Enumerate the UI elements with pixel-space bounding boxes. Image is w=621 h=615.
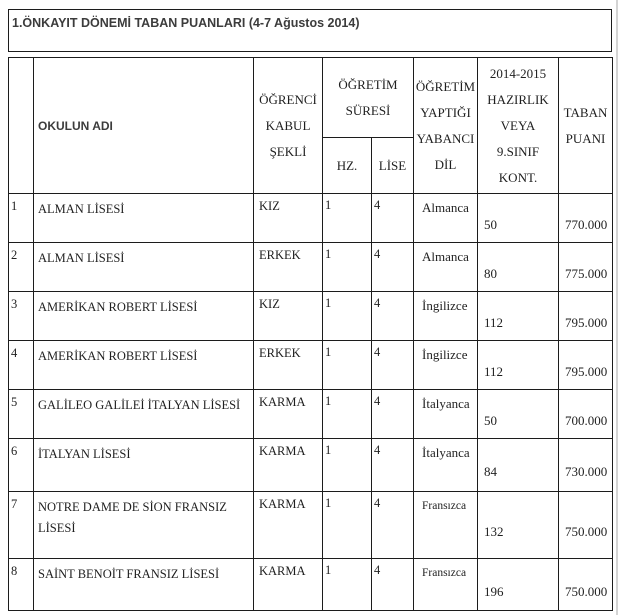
admission-type-cell: KARMA xyxy=(254,559,323,611)
row-number-cell: 6 xyxy=(9,439,34,492)
row-number-cell: 2 xyxy=(9,243,34,292)
table-row xyxy=(9,439,613,492)
score-cell: 770.000 xyxy=(559,194,613,243)
prep-duration-cell: 1 xyxy=(323,390,372,439)
score-cell: 730.000 xyxy=(559,439,613,492)
school-name-cell: AMERİKAN ROBERT LİSESİ xyxy=(34,292,254,341)
quota-cell: 50 xyxy=(478,194,559,243)
lise-duration-cell: 4 xyxy=(372,194,414,243)
quota-cell: 132 xyxy=(478,492,559,559)
row-number-cell: 5 xyxy=(9,390,34,439)
header-line: ÖĞRETİM xyxy=(415,78,476,94)
header-line: YAPTIĞI xyxy=(420,104,471,120)
row-number-cell: 1 xyxy=(9,194,34,243)
lise-duration-cell: 4 xyxy=(372,390,414,439)
quota-cell: 80 xyxy=(478,243,559,292)
page-title: 1.ÖNKAYIT DÖNEMİ TABAN PUANLARI (4-7 Ağustos 2014) xyxy=(8,9,612,52)
header-school-name: OKULUN ADI xyxy=(34,58,254,194)
header-line: ÖĞRENCİ xyxy=(259,91,317,107)
header-education-duration xyxy=(323,58,414,138)
quota-cell: 112 xyxy=(478,341,559,390)
header-line: PUANI xyxy=(565,130,606,146)
language-cell: İngilizce xyxy=(414,341,478,390)
prep-duration-cell: 1 xyxy=(323,492,372,559)
header-base-score xyxy=(559,58,613,194)
header-line: ÖĞRETİM xyxy=(338,76,398,92)
table-row xyxy=(9,194,613,243)
table-header xyxy=(9,58,613,194)
header-row-number-cell xyxy=(9,58,34,194)
school-name-cell: NOTRE DAME DE SİON FRANSIZ LİSESİ xyxy=(34,492,254,559)
right-frame-divider xyxy=(616,0,618,615)
header-line: VEYA xyxy=(500,117,536,133)
prep-duration-cell: 1 xyxy=(323,194,372,243)
header-line: DİL xyxy=(434,156,457,172)
language-cell: İtalyanca xyxy=(414,439,478,492)
table-row xyxy=(9,243,613,292)
score-cell: 795.000 xyxy=(559,341,613,390)
school-name-cell: GALİLEO GALİLEİ İTALYAN LİSESİ xyxy=(34,390,254,439)
base-scores-table xyxy=(8,57,613,611)
admission-type-cell: KIZ xyxy=(254,194,323,243)
prep-duration-cell: 1 xyxy=(323,243,372,292)
header-line: TABAN xyxy=(563,104,608,120)
header-line: KONT. xyxy=(498,169,538,185)
header-hz: HZ. xyxy=(323,138,372,194)
header-line: ŞEKLİ xyxy=(269,143,307,159)
row-number-cell: 7 xyxy=(9,492,34,559)
school-name-cell: SAİNT BENOİT FRANSIZ LİSESİ xyxy=(34,559,254,611)
table-row xyxy=(9,390,613,439)
language-cell: Almanca xyxy=(414,243,478,292)
row-number-cell: 8 xyxy=(9,559,34,611)
header-row-main xyxy=(9,58,613,138)
header-quota xyxy=(478,58,559,194)
language-cell: Fransızca xyxy=(414,559,478,611)
prep-duration-cell: 1 xyxy=(323,341,372,390)
header-line: HAZIRLIK xyxy=(487,91,549,107)
admission-type-cell: ERKEK xyxy=(254,341,323,390)
score-cell: 775.000 xyxy=(559,243,613,292)
table-body xyxy=(9,194,613,611)
prep-duration-cell: 1 xyxy=(323,292,372,341)
header-foreign-language xyxy=(414,58,478,194)
score-cell: 795.000 xyxy=(559,292,613,341)
quota-cell: 50 xyxy=(478,390,559,439)
quota-cell: 112 xyxy=(478,292,559,341)
lise-duration-cell: 4 xyxy=(372,439,414,492)
prep-duration-cell: 1 xyxy=(323,439,372,492)
language-cell: Almanca xyxy=(414,194,478,243)
header-line: YABANCI xyxy=(416,130,475,146)
row-number-cell: 4 xyxy=(9,341,34,390)
header-admission-type xyxy=(254,58,323,194)
header-line: KABUL xyxy=(265,117,311,133)
prep-duration-cell: 1 xyxy=(323,559,372,611)
language-cell: Fransızca xyxy=(414,492,478,559)
table-row xyxy=(9,492,613,559)
language-cell: İngilizce xyxy=(414,292,478,341)
quota-cell: 196 xyxy=(478,559,559,611)
school-name-cell: AMERİKAN ROBERT LİSESİ xyxy=(34,341,254,390)
row-number-cell: 3 xyxy=(9,292,34,341)
lise-duration-cell: 4 xyxy=(372,243,414,292)
school-name-cell: ALMAN LİSESİ xyxy=(34,194,254,243)
admission-type-cell: KARMA xyxy=(254,390,323,439)
admission-type-cell: KIZ xyxy=(254,292,323,341)
quota-cell: 84 xyxy=(478,439,559,492)
language-cell: İtalyanca xyxy=(414,390,478,439)
header-line: 2014-2015 xyxy=(489,65,547,81)
score-cell: 750.000 xyxy=(559,559,613,611)
school-name-cell: ALMAN LİSESİ xyxy=(34,243,254,292)
admission-type-cell: ERKEK xyxy=(254,243,323,292)
header-line: 9.SINIF xyxy=(496,143,540,159)
lise-duration-cell: 4 xyxy=(372,559,414,611)
lise-duration-cell: 4 xyxy=(372,341,414,390)
header-line: SÜRESİ xyxy=(345,102,391,118)
admission-type-cell: KARMA xyxy=(254,492,323,559)
score-cell: 700.000 xyxy=(559,390,613,439)
score-cell: 750.000 xyxy=(559,492,613,559)
lise-duration-cell: 4 xyxy=(372,492,414,559)
table-row xyxy=(9,559,613,611)
table-row xyxy=(9,341,613,390)
lise-duration-cell: 4 xyxy=(372,292,414,341)
header-lise: LİSE xyxy=(372,138,414,194)
admission-type-cell: KARMA xyxy=(254,439,323,492)
school-name-cell: İTALYAN LİSESİ xyxy=(34,439,254,492)
table-row xyxy=(9,292,613,341)
